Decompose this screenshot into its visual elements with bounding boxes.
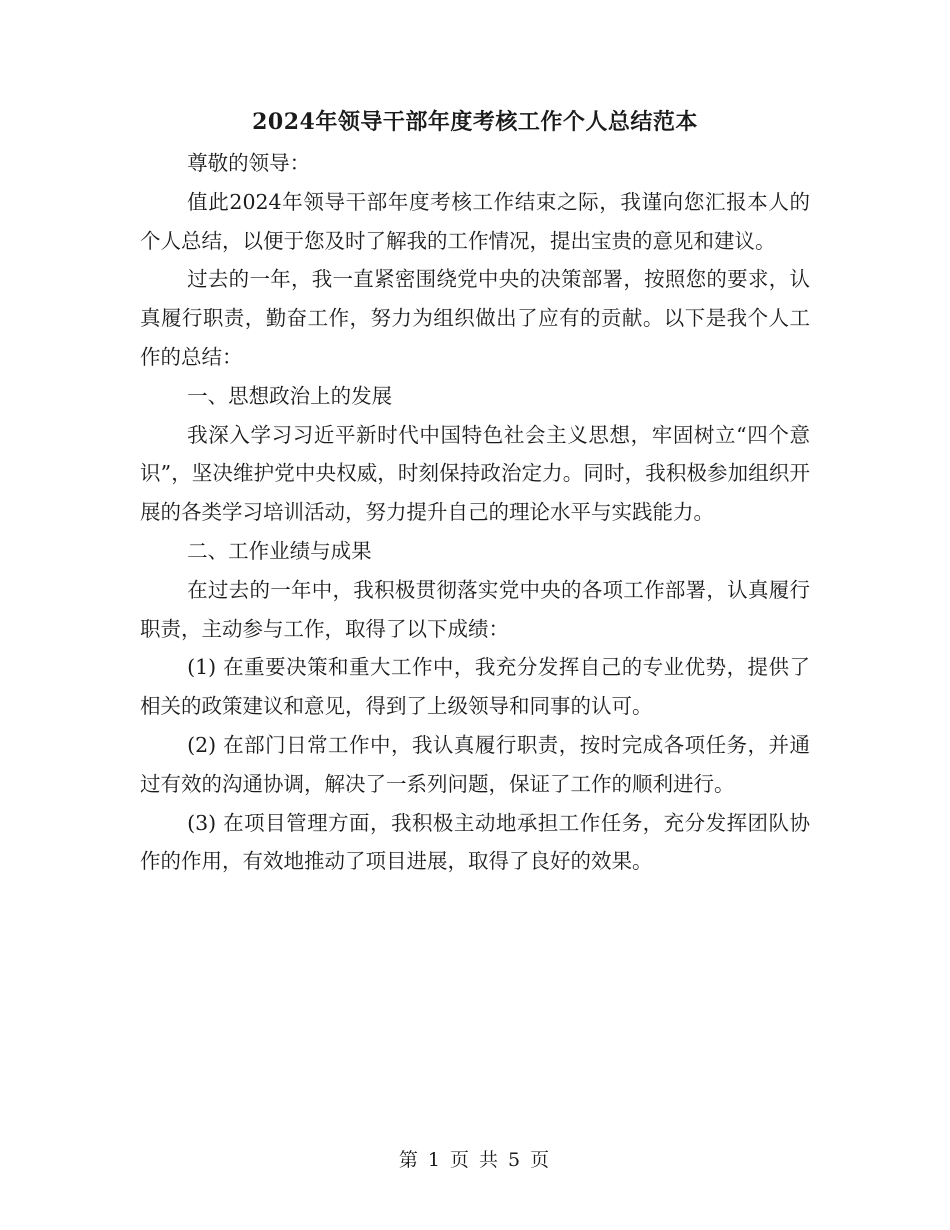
political-paragraph: 我深入学习习近平新时代中国特色社会主义思想，牢固树立“四个意识”，坚决维护党中央权威，时刻保持政治定力。同时，我积极参加组织开展的各类学习培训活动，努力提升自己的理论水平与实践能力。 xyxy=(140,422,810,525)
overview-paragraph: 过去的一年，我一直紧密围绕党中央的决策部署，按照您的要求，认真履行职责，勤奋工作，努力为组织做出了应有的贡献。以下是我个人工作的总结： xyxy=(140,267,810,369)
achievement-item-2: (2) 在部门日常工作中，我认真履行职责，按时完成各项任务，并通过有效的沟通协调，解决了一系列问题，保证了工作的顺利进行。 xyxy=(140,732,810,796)
achievement-item-3: (3) 在项目管理方面，我积极主动地承担工作任务，充分发挥团队协作的作用，有效地推动了项目进展，取得了良好的效果。 xyxy=(140,810,810,874)
salutation: 尊敬的领导： xyxy=(187,151,311,175)
intro-paragraph: 值此2024年领导干部年度考核工作结束之际，我谨向您汇报本人的个人总结，以便于您及时了解我的工作情况，提出宝贵的意见和建议。 xyxy=(140,189,810,253)
page-number: 第 1 页 共 5 页 xyxy=(398,1149,552,1171)
achievement-item-1: (1) 在重要决策和重大工作中，我充分发挥自己的专业优势，提供了相关的政策建议和意见，得到了上级领导和同事的认可。 xyxy=(140,655,810,719)
achievements-intro-paragraph: 在过去的一年中，我积极贯彻落实党中央的各项工作部署，认真履行职责，主动参与工作，取得了以下成绩： xyxy=(140,577,810,641)
section-heading-political: 一、思想政治上的发展 xyxy=(187,383,393,408)
document-body xyxy=(140,104,810,881)
section-heading-achievements: 二、工作业绩与成果 xyxy=(187,538,372,563)
document-title: 2024年领导干部年度考核工作个人总结范本 xyxy=(252,109,698,135)
